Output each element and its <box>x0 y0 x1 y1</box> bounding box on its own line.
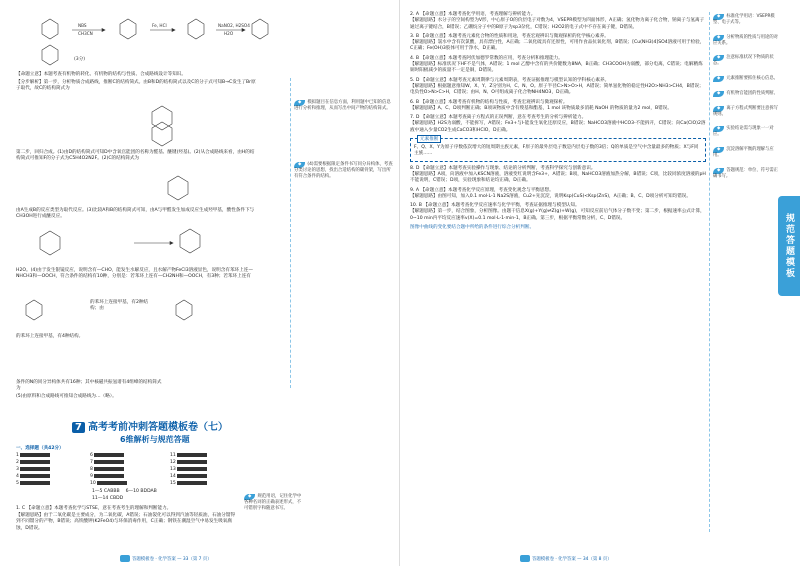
analysis-step2: 第二步，回归合成。(1)由D的结构简式可知D中含氧官能团的名称为醛基、醚键(羟基)。(2)从合成路线来看，由H的结构简式可推知F的分子式为C5H4O2N2F。(2)C的结构简式为 <box>16 150 255 162</box>
publisher-logo-icon <box>520 555 530 562</box>
note-tag-icon: ◆ <box>713 55 724 61</box>
right-note-5: ◆ 有机物官能团的性质判断。 <box>713 91 779 97</box>
answers-column <box>410 12 706 231</box>
analysis-step1: 【分步解析】第一步，分析物质合成路线，推断C的结构简式。由B和D的结构简式以及C的分子式可知B→C发生了Br原子取代，故C的结构简式为 <box>16 80 256 92</box>
right-note-8: ◆ 沉淀溶解平衡的理解与应用。 <box>713 146 774 158</box>
reagent-h2o: H2O <box>224 31 234 36</box>
exam-subtitle: 6维解析与规范答题 <box>120 435 190 444</box>
note-tag-icon: ◆ <box>713 91 724 97</box>
synthesis-route: (5)由原料和合成路线可推知合成路线为…（略）。 <box>16 394 117 399</box>
analysis-step4: H2O。(4)由于发生银镜反应，说明含有—CHO，能发生水解反应，且水解产物FeCl3溶液显色，说明含有苯环上连—NHCH3和—OOCH，符合条件的结构有10种，分别是：若苯环上连有—CH2NH和—OOCH，有3种；若苯环上连有 <box>16 268 253 280</box>
note-tag-icon: ◆ <box>294 162 305 168</box>
q3-header: 3. B 【命题立意】本题考查元素化合物的性质和用途，考查宏观辨识与微观探析的化学核心素养。 <box>410 33 609 39</box>
answer-key-3: 11—14 CBDD <box>92 496 124 501</box>
q2-header: 2. A 【命题立意】本题考查化学用语，考查理解与辨析能力。 <box>410 12 536 17</box>
q8-header: 8. D 【命题立意】本题考查实验操作与现象、结论的分析判断，考查科学探究与创新意识。 <box>410 165 596 171</box>
q5-explanation: 【解题思路】根据题意推知W、X、Y、Z分别为H、C、N、O。原子半径C>N>O>H，A错误；简单氢化物的稳定性H2O>NH3>CH4，B错误；电负性O>N>C>H，C错误；由H、N、O可组成离子化合物NH4NO3，D正确。 <box>410 83 704 96</box>
side-note-2: ◆ (4)需要根据限定条件书写同分异构体，考查分类讨论的思想，找出合适结构的碳骨架，写出所有符合条件的结构。 <box>294 162 393 179</box>
q1-explanation: 【解题思路】由于二氧化碳是主要成分，为二氧化碳，A错误；石油裂化可以得到汽油等轻质油，石油分馏得到不同馏分的产物，B错误；高铁酸钾(K2FeO4)与环保消毒作用，C正确；钢铁在潮湿空气中易发生吸氧腐蚀，D错误。 <box>16 513 236 531</box>
right-note-6: ◆ 离子方程式判断要注意拆写规则。 <box>713 105 778 117</box>
q9-explanation: 【解题思路】由图可知，加入0.1 mol·L-1 Na2S溶液，Cu2+先沉淀，说明Ksp(CuS)<Ksp(ZnS)，A正确；B、C、D项分析可知均错误。 <box>410 193 691 199</box>
reagent-nbs: NBS <box>78 23 87 28</box>
right-notes-column <box>713 14 779 188</box>
right-note-7: ◆ 实验结论需与现象一一对应。 <box>713 126 774 138</box>
q10-header: 10. B 【命题立意】本题考查化学反应速率与化学平衡，考查证据推理与模型认知。 <box>410 203 580 209</box>
divider-dashed <box>290 78 291 388</box>
q2-explanation: 【解题思路】水分子的空间构型为V形，中心原子O的价层电子对数为4，VSEPR模型为四面体形，A正确；氢化物为离子化合物，钠离子与氢离子通过离子键结合，B错误；乙硼烷分子中的B原子为sp3杂化，C错误；H2O2的电子式中不存在离子键，D错误。 <box>410 18 705 30</box>
element-box-text: F、Q、X、Y为原子序数依次增大的短周期主族元素，F原子的最外层电子数是内层电子数的3倍；Q的单质是空气中含量最多的物质；X与F同主族…… <box>414 145 699 157</box>
q3-explanation: 【解题思路】氯水中含有次氯酸，具有漂白性，A正确；二氧化硫具有还原性，可用作食品抗氧化剂，B错误；[Cu(NH3)4]SO4溶液可用于检验，C正确；Fe(OH)3胶体可用于净水，D正确。 <box>410 40 705 52</box>
reaction-scheme <box>20 4 290 70</box>
q1-header: 1. C 【命题立意】本题考查化学与STSE，意在考查考生的理解和判断能力。 <box>16 506 172 511</box>
answer-key-2: 6—10 BDDAB <box>125 489 157 494</box>
right-note-1: ◆ 标准化学用语：VSEPR模型、电子式等。 <box>713 14 775 25</box>
note-tag-icon: ◆ <box>713 126 724 132</box>
note-tag-icon: ◆ <box>713 14 724 20</box>
q5-header: 5. D 【命题立意】本题考查元素周期律与元素周期表，考查证据推理与模型认知的学科核心素养。 <box>410 77 610 83</box>
answer-sheet-col2: 6 7 8 9 10 <box>90 452 127 487</box>
exam-title: 7 高考考前冲刺答题模板卷（七） <box>72 418 228 433</box>
answer-key <box>92 488 157 502</box>
element-box-title: 元素推断 <box>417 135 441 143</box>
side-note-3: ◆ 规范用语，记住化学中各种名词的正确表述形式，不可错别字和随意书写。 <box>244 494 302 511</box>
right-note-4: ◆ 元素推断要抓住核心信息。 <box>713 76 779 82</box>
element-box <box>410 138 706 162</box>
right-page <box>400 0 800 566</box>
note-tag-icon: ◆ <box>713 106 724 112</box>
q4-explanation: 【解题思路】标准状况下HF不是气体，A错误；1 mol 乙醇中含有的共价键数为8NA，B正确；CH3COOH为弱酸，部分电离，C错误；电解精炼铜时阳极减少的质量不一定是铜，D错误。 <box>410 62 703 74</box>
note-tag-icon: ◆ <box>294 100 305 106</box>
q7-explanation: 【解题思路】H2S为弱酸，不能拆写，A错误；Fe3+与I-能发生氧化还原反应，B错误；NaHCO3溶液中HCO3-不能拆开，C错误；向Ca(ClO)2溶液中通入少量CO2生成CaCO3和HClO，D正确。 <box>410 121 706 133</box>
publisher-logo-icon <box>120 555 130 562</box>
q8-explanation: 【解题思路】A项，向溶液中加入KSCN溶液，溶液变红说明含Fe3+，A错误；B项，NaHCO3溶液加热分解，B错误；C项，比较同浓度溶液的pH不能说明，C错误；D项，实验现象和结论均正确，D正确。 <box>410 171 706 184</box>
right-note-3: ◆ 注意标准状况下物质的状态。 <box>713 55 774 67</box>
q10-explanation: 【解题思路】第一步，结合图象，分析图像。由题干信息X(g)+Y(g)⇌Z(g)+W(g)，可知反应前后气体分子数不变；第二步，根据速率公式计算，0~10 min内平均反应速率v(X)=0.1 mol·L-1·min-1，B正确。第三步，根据平衡常数分析，C、D错误。 <box>410 209 705 221</box>
reagent-ch3cn: CH3CN <box>78 31 93 36</box>
reagent-fe-hcl: Fe, HCl <box>152 23 167 28</box>
isomer-count: 条件的N的同分异构体共有16种；其中核磁共振氢谱有4组峰的结构简式为 <box>16 380 162 392</box>
note-tag-icon: ◆ <box>713 35 724 41</box>
side-tab-label: 规范答题模板 <box>778 196 800 296</box>
q7-header: 7. D 【命题立意】本题考查离子方程式的正误判断，意在考查考生的分析与辨析能力。 <box>410 115 587 121</box>
structure-c-2 <box>160 172 200 212</box>
q6-header: 6. B 【命题立意】本题考查有机物的结构与性质，考查宏观辨识与微观探析。 <box>410 99 568 105</box>
analysis-step3: 由A生成B的反应类型为取代反应。(3)比较A和B的结构简式可知，由A与甲醛发生加成反应生成羟甲基，酸性条件下与CH3OH进行成醚反应。 <box>16 208 255 220</box>
structure-c <box>140 98 190 148</box>
analysis-intro: 【命题立意】本题考查有机物的转化、有机物的结构与性质、合成路线设计等知识。 <box>16 72 186 77</box>
section-mc-title: 一、选择题（共42分） <box>16 446 64 451</box>
q6-explanation: 【解题思路】A、C、D项判断正确；B项该物质中含有羧基和酯基，1 mol 该物质最多消耗 NaOH 的物质的量为2 mol，B错误。 <box>410 105 672 111</box>
reagent-nano2: NaNO2, H2SO4 <box>218 23 250 28</box>
q4-header: 4. B 【命题立意】本题考查阿伏加德罗常数的应用，考查分析和推理能力。 <box>410 55 563 61</box>
answer-sheet-col1: 1 2 3 4 5 <box>16 452 50 487</box>
note-tag-icon: ◆ <box>244 494 255 500</box>
note-tag-icon: ◆ <box>713 147 724 153</box>
divider-dashed-right <box>709 12 710 532</box>
answer-sheet-col3: 11 12 13 14 15 <box>170 452 207 487</box>
isomer-note-1: 的苯环上连接甲基，有2种结构；由 <box>90 300 149 312</box>
side-note-1: ◆ 模拟题目在信息方面，利用题中已知的信息进行分析和推理，从而写出中间产物的结构简式。 <box>294 100 391 111</box>
note-tag-icon: ◆ <box>713 76 724 82</box>
right-note-9: ◆ 答题规范：单位、符号需正确书写。 <box>713 167 778 179</box>
isomer-note-2: 的苯环上连接甲基，有4种结构。 <box>16 334 84 339</box>
footer-right: 答题模板卷 · 化学答案 — 34（第 8 页） <box>520 555 612 562</box>
reaction-2 <box>30 225 270 267</box>
q9-header: 9. A 【命题立意】本题考查化学反应原理，考查变化观念与平衡思想。 <box>410 187 554 193</box>
number-badge-icon: 7 <box>72 422 85 433</box>
footer-left: 答题模板卷 · 化学答案 — 33（第 7 页） <box>120 555 212 562</box>
answer-key-1: 1—5 CABBB <box>92 489 120 494</box>
note-tag-icon: ◆ <box>713 168 724 174</box>
q10-note: 图像中曲线的变化要结合题中所给的条件进行综合分析判断。 <box>410 225 535 231</box>
right-note-2: ◆ 分析物质的性质与用途的对应关系。 <box>713 34 778 46</box>
score-label: (3分) <box>74 57 86 62</box>
